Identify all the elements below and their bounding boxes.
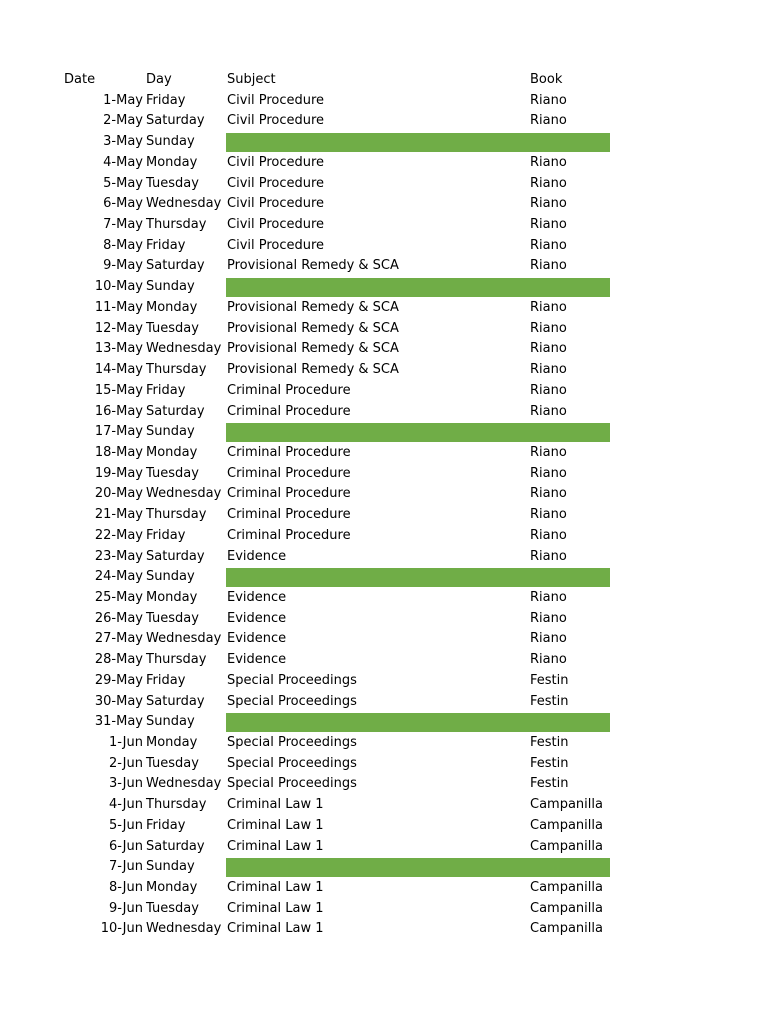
day-cell: Tuesday [146, 175, 199, 191]
book-cell: Riano [530, 465, 567, 481]
day-cell: Friday [146, 92, 186, 108]
book-cell: Riano [530, 217, 567, 233]
day-cell: Monday [146, 589, 198, 605]
subject-cell: Provisional Remedy & SCA [227, 299, 399, 315]
book-cell: Riano [530, 341, 567, 357]
book-cell: Riano [530, 382, 567, 398]
subject-cell: Special Proceedings [227, 672, 357, 688]
subject-cell [227, 857, 527, 878]
subject-cell: Criminal Procedure [227, 486, 351, 502]
date-cell: 19-May [94, 465, 143, 481]
day-cell: Tuesday [146, 320, 199, 336]
schedule-row [0, 256, 768, 277]
date-cell: 20-May [94, 486, 143, 502]
rest-day-row [0, 277, 768, 298]
day-cell: Wednesday [146, 776, 222, 792]
date-cell: 31-May [94, 714, 143, 730]
schedule-row [0, 381, 768, 402]
date-cell: 11-May [94, 299, 143, 315]
day-cell: Saturday [146, 548, 205, 564]
day-cell: Tuesday [146, 610, 199, 626]
subject-cell: Special Proceedings [227, 776, 357, 792]
subject-cell: Civil Procedure [227, 196, 325, 212]
day-cell: Wednesday [146, 341, 222, 357]
book-cell [530, 567, 610, 588]
subject-cell: Criminal Law 1 [227, 880, 324, 896]
book-cell: Festin [530, 776, 569, 792]
subject-cell: Provisional Remedy & SCA [227, 258, 399, 274]
rest-day-row [0, 857, 768, 878]
subject-cell: Evidence [227, 610, 287, 626]
date-cell: 22-May [94, 527, 143, 543]
schedule-row [0, 319, 768, 340]
day-cell: Wednesday [146, 631, 222, 647]
schedule-row [0, 174, 768, 195]
date-cell: 7-Jun [109, 859, 143, 875]
book-cell: Riano [530, 258, 567, 274]
book-cell: Campanilla [530, 900, 603, 916]
date-cell: 5-May [103, 175, 143, 191]
schedule-row [0, 153, 768, 174]
date-cell: 3-May [103, 134, 143, 150]
date-cell: 27-May [94, 631, 143, 647]
date-cell: 5-Jun [109, 817, 143, 833]
day-cell: Friday [146, 527, 186, 543]
subject-cell: Criminal Procedure [227, 465, 351, 481]
subject-cell: Special Proceedings [227, 755, 357, 771]
book-cell: Festin [530, 672, 569, 688]
header-row [0, 70, 768, 91]
subject-cell: Criminal Procedure [227, 527, 351, 543]
date-cell: 2-May [103, 113, 143, 129]
book-cell: Riano [530, 196, 567, 212]
subject-cell: Criminal Procedure [227, 507, 351, 523]
book-cell: Riano [530, 299, 567, 315]
subject-cell: Evidence [227, 548, 287, 564]
book-cell [530, 422, 610, 443]
date-cell: 26-May [94, 610, 143, 626]
date-cell: 8-May [103, 237, 143, 253]
day-cell: Sunday [146, 424, 195, 440]
schedule-row [0, 111, 768, 132]
schedule-row [0, 339, 768, 360]
date-cell: 21-May [94, 507, 143, 523]
book-cell: Riano [530, 631, 567, 647]
schedule-row [0, 774, 768, 795]
schedule-row [0, 919, 768, 940]
subject-cell: Civil Procedure [227, 154, 325, 170]
day-cell: Monday [146, 154, 198, 170]
subject-cell: Civil Procedure [227, 113, 325, 129]
day-cell: Monday [146, 299, 198, 315]
day-cell: Monday [146, 444, 198, 460]
day-cell: Thursday [146, 652, 207, 668]
book-cell: Riano [530, 610, 567, 626]
subject-cell [227, 277, 527, 298]
subject-cell: Civil Procedure [227, 175, 325, 191]
subject-cell: Provisional Remedy & SCA [227, 341, 399, 357]
schedule-row [0, 464, 768, 485]
day-cell: Friday [146, 672, 186, 688]
day-cell: Sunday [146, 569, 195, 585]
book-cell: Riano [530, 154, 567, 170]
date-cell: 7-May [103, 217, 143, 233]
day-cell: Thursday [146, 217, 207, 233]
date-cell: 17-May [94, 424, 143, 440]
day-cell: Sunday [146, 134, 195, 150]
subject-cell [227, 132, 527, 153]
schedule-row [0, 795, 768, 816]
schedule-row [0, 899, 768, 920]
schedule-row [0, 629, 768, 650]
subject-cell: Criminal Procedure [227, 444, 351, 460]
book-cell: Riano [530, 175, 567, 191]
date-cell: 10-May [94, 279, 143, 295]
schedule-row [0, 609, 768, 630]
date-cell: 9-May [103, 258, 143, 274]
day-cell: Tuesday [146, 465, 199, 481]
schedule-row [0, 547, 768, 568]
subject-cell: Criminal Procedure [227, 403, 351, 419]
book-cell: Riano [530, 237, 567, 253]
date-cell: 29-May [94, 672, 143, 688]
date-cell: 1-May [103, 92, 143, 108]
day-cell: Wednesday [146, 196, 222, 212]
schedule-row [0, 588, 768, 609]
date-cell: 13-May [94, 341, 143, 357]
book-cell: Riano [530, 589, 567, 605]
book-cell: Campanilla [530, 817, 603, 833]
day-cell: Friday [146, 237, 186, 253]
subject-cell: Special Proceedings [227, 693, 357, 709]
schedule-row [0, 194, 768, 215]
schedule-row [0, 443, 768, 464]
day-cell: Tuesday [146, 900, 199, 916]
schedule-row [0, 878, 768, 899]
date-cell: 12-May [94, 320, 143, 336]
date-cell: 4-May [103, 154, 143, 170]
schedule-table [0, 70, 768, 940]
subject-cell: Criminal Law 1 [227, 797, 324, 813]
day-cell: Sunday [146, 714, 195, 730]
schedule-row [0, 236, 768, 257]
subject-cell: Criminal Law 1 [227, 817, 324, 833]
schedule-row [0, 360, 768, 381]
schedule-row [0, 733, 768, 754]
subject-cell: Criminal Law 1 [227, 838, 324, 854]
schedule-row [0, 215, 768, 236]
day-cell: Friday [146, 817, 186, 833]
subject-cell: Civil Procedure [227, 217, 325, 233]
subject-cell: Provisional Remedy & SCA [227, 362, 399, 378]
subject-cell [227, 712, 527, 733]
day-cell: Thursday [146, 362, 207, 378]
rest-day-row [0, 132, 768, 153]
day-cell: Friday [146, 382, 186, 398]
day-column-header: Day [146, 72, 172, 87]
date-cell: 28-May [94, 652, 143, 668]
book-cell: Riano [530, 548, 567, 564]
book-cell: Campanilla [530, 797, 603, 813]
schedule-row [0, 298, 768, 319]
rest-day-row [0, 567, 768, 588]
book-cell: Riano [530, 486, 567, 502]
day-cell: Monday [146, 735, 198, 750]
subject-cell: Criminal Law 1 [227, 921, 324, 937]
book-column-header: Book [530, 72, 563, 87]
book-cell [530, 857, 610, 878]
book-cell: Riano [530, 320, 567, 336]
date-column-header: Date [64, 72, 96, 87]
day-cell: Wednesday [146, 921, 222, 937]
subject-cell: Criminal Procedure [227, 382, 351, 398]
schedule-row [0, 484, 768, 505]
subject-cell [227, 567, 527, 588]
book-cell: Riano [530, 527, 567, 543]
schedule-row [0, 650, 768, 671]
day-cell: Sunday [146, 859, 195, 875]
subject-cell: Evidence [227, 631, 287, 647]
book-cell: Riano [530, 92, 567, 108]
schedule-row [0, 505, 768, 526]
schedule-row [0, 837, 768, 858]
date-cell: 14-May [94, 362, 143, 378]
day-cell: Tuesday [146, 755, 199, 771]
day-cell: Sunday [146, 279, 195, 295]
day-cell: Monday [146, 880, 198, 896]
schedule-row [0, 402, 768, 423]
subject-cell: Special Proceedings [227, 735, 357, 750]
date-cell: 4-Jun [109, 797, 143, 813]
book-cell [530, 132, 610, 153]
rest-day-row [0, 422, 768, 443]
book-cell: Campanilla [530, 880, 603, 896]
date-cell: 6-May [103, 196, 143, 212]
book-cell: Festin [530, 693, 569, 709]
day-cell: Thursday [146, 797, 207, 813]
date-cell: 24-May [94, 569, 143, 585]
date-cell: 18-May [94, 444, 143, 460]
day-cell: Saturday [146, 838, 205, 854]
day-cell: Saturday [146, 258, 205, 274]
book-cell: Festin [530, 735, 569, 750]
book-cell: Riano [530, 652, 567, 668]
book-cell: Riano [530, 444, 567, 460]
subject-cell [227, 422, 527, 443]
day-cell: Thursday [146, 507, 207, 523]
date-cell: 9-Jun [109, 900, 143, 916]
date-cell: 2-Jun [109, 755, 143, 771]
schedule-row [0, 671, 768, 692]
subject-cell: Evidence [227, 589, 287, 605]
book-cell: Riano [530, 113, 567, 129]
date-cell: 6-Jun [109, 838, 143, 854]
day-cell: Saturday [146, 403, 205, 419]
subject-cell: Civil Procedure [227, 237, 325, 253]
book-cell [530, 712, 610, 733]
schedule-row [0, 692, 768, 713]
date-cell: 15-May [94, 382, 143, 398]
day-cell: Saturday [146, 113, 205, 129]
day-cell: Wednesday [146, 486, 222, 502]
subject-column-header: Subject [227, 72, 276, 87]
date-cell: 25-May [94, 589, 143, 605]
date-cell: 30-May [94, 693, 143, 709]
subject-cell: Criminal Law 1 [227, 900, 324, 916]
schedule-row [0, 526, 768, 547]
subject-cell: Evidence [227, 652, 287, 668]
date-cell: 10-Jun [100, 921, 143, 937]
book-cell: Campanilla [530, 838, 603, 854]
date-cell: 16-May [94, 403, 143, 419]
book-cell: Festin [530, 755, 569, 771]
schedule-row [0, 91, 768, 112]
subject-cell: Provisional Remedy & SCA [227, 320, 399, 336]
day-cell: Saturday [146, 693, 205, 709]
date-cell: 1-Jun [109, 735, 143, 750]
subject-cell: Civil Procedure [227, 92, 325, 108]
book-cell: Riano [530, 362, 567, 378]
schedule-row [0, 754, 768, 775]
schedule-row [0, 816, 768, 837]
book-cell [530, 277, 610, 298]
schedule-rows [0, 91, 768, 940]
book-cell: Riano [530, 507, 567, 523]
date-cell: 3-Jun [109, 776, 143, 792]
rest-day-row [0, 712, 768, 733]
date-cell: 8-Jun [109, 880, 143, 896]
book-cell: Campanilla [530, 921, 603, 937]
book-cell: Riano [530, 403, 567, 419]
date-cell: 23-May [94, 548, 143, 564]
